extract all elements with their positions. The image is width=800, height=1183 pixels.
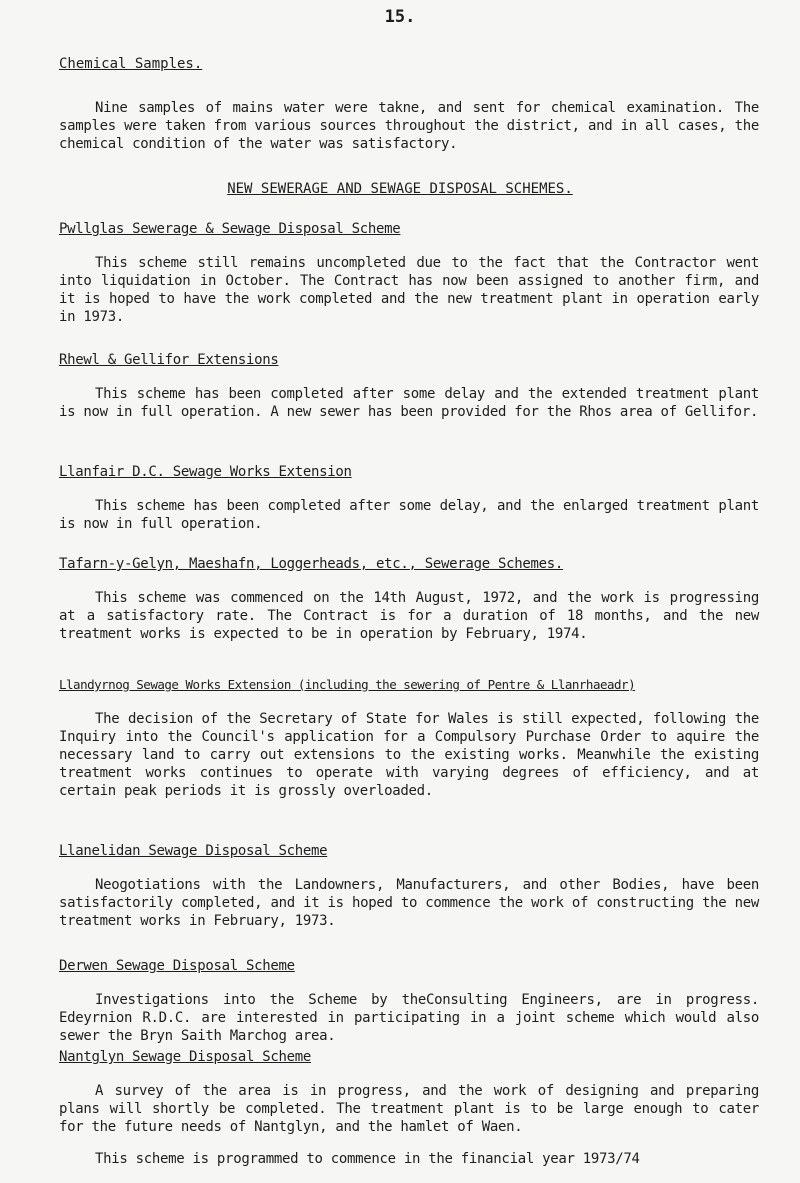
- scheme-nantglyn: [59, 1048, 759, 1168]
- scheme-text: This scheme has been completed after some delay and the extended treatment plant is now in full operation. A new sewer has been provided for the Rhos area of Gellifor.: [59, 386, 759, 420]
- scheme-text-programme: This scheme is programmed to commence in the financial year 1973/74: [95, 1151, 640, 1167]
- scheme-llandyrnog: [59, 676, 759, 800]
- scheme-pwllglas: [59, 220, 759, 326]
- scheme-heading: Llanfair D.C. Sewage Works Extension: [59, 464, 352, 480]
- scheme-text: This scheme has been completed after some delay, and the enlarged treatment plant is now in full operation.: [59, 498, 759, 532]
- scheme-heading: Derwen Sewage Disposal Scheme: [59, 958, 295, 974]
- scheme-text: This scheme still remains uncompleted due to the fact that the Contractor went into liquidation in October. The Contract has now been assigned to another firm, and it is hoped to have the work completed and the new treatment plant in operation early in 1973.: [59, 255, 759, 325]
- scheme-derwen: [59, 957, 759, 1045]
- scheme-text: This scheme was commenced on the 14th August, 1972, and the work is progressing at a satisfactory rate. The Contract is for a duration of 18 months, and the new treatment works is expected to be in operation by February, 1974.: [59, 590, 759, 642]
- section-title: NEW SEWERAGE AND SEWAGE DISPOSAL SCHEMES.: [227, 181, 573, 197]
- scheme-tafarn-y-gelyn: [59, 555, 759, 643]
- scheme-llanelidan: [59, 842, 759, 930]
- scheme-heading: Llanelidan Sewage Disposal Scheme: [59, 843, 328, 859]
- chemical-samples-text: Nine samples of mains water were takne, and sent for chemical examination. The samples were taken from various sources throughout the district, and in all cases, the chemical condition of the water was satisfactory.: [59, 100, 759, 152]
- scheme-heading: Rhewl & Gellifor Extensions: [59, 352, 279, 368]
- page-number: 15.: [384, 7, 416, 27]
- scheme-heading: Pwllglas Sewerage & Sewage Disposal Scheme: [59, 221, 401, 237]
- scheme-heading: Tafarn-y-Gelyn, Maeshafn, Loggerheads, etc., Sewerage Schemes.: [59, 556, 563, 572]
- chemical-samples-section: [59, 99, 759, 153]
- scheme-heading: Nantglyn Sewage Disposal Scheme: [59, 1049, 311, 1065]
- chemical-samples-heading: Chemical Samples.: [59, 56, 203, 72]
- scheme-text: Investigations into the Scheme by theConsulting Engineers, are in progress. Edeyrnion R.D.C. are interested in participating in a joint scheme which would also sewer the Bryn Saith Marchog area.: [59, 992, 759, 1044]
- scheme-rhewl-gellifor: [59, 351, 759, 421]
- scheme-text: The decision of the Secretary of State for Wales is still expected, following the Inquiry into the Council's application for a Compulsory Purchase Order to aquire the necessary land to carry out extensions to the existing works. Meanwhile the existing treatment works continues to operate with varying degrees of efficiency, and at certain peak periods it is grossly overloaded.: [59, 711, 759, 799]
- scheme-text: Neogotiations with the Landowners, Manufacturers, and other Bodies, have been satisfactorily completed, and it is hoped to commence the work of constructing the new treatment works in February, 1973.: [59, 877, 759, 929]
- scheme-heading: Llandyrnog Sewage Works Extension (including the sewering of Pentre & Llanrhaeadr): [59, 677, 636, 692]
- scheme-text: A survey of the area is in progress, and the work of designing and preparing plans will shortly be completed. The treatment plant is to be large enough to cater for the future needs of Nantglyn, and the hamlet of Waen.: [59, 1083, 759, 1135]
- scheme-llanfair: [59, 463, 759, 533]
